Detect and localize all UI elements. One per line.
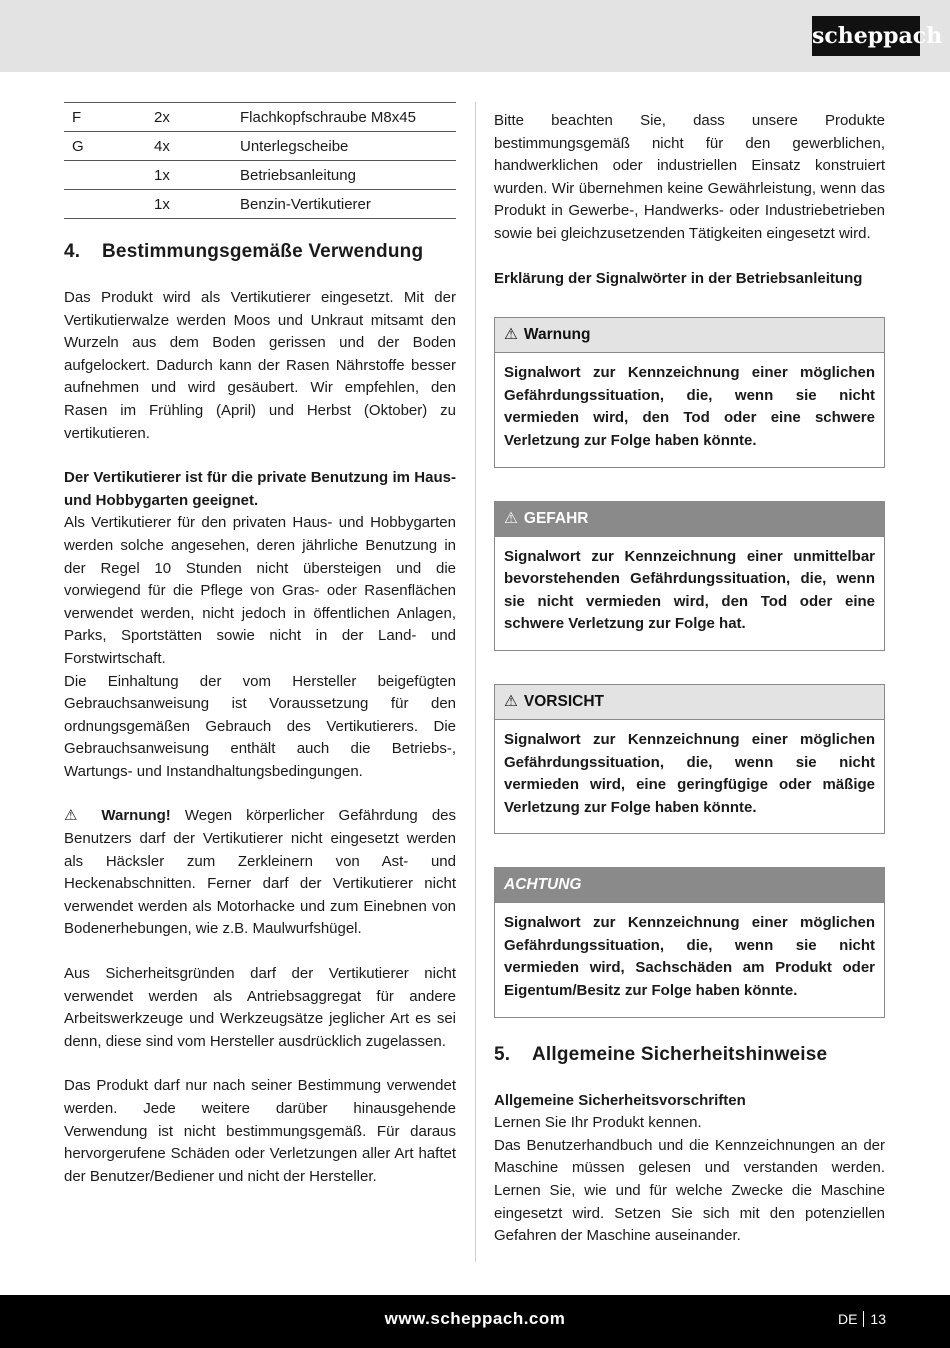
table-row [64, 103, 456, 132]
paragraph: Die Einhaltung der vom Hersteller beigefügten Gebrauchsanweisung ist Voraussetzung für den ordnungsgemäßen Gebrauch des Vertikutierers. Die Gebrauchsanweisung enthält auch die Betriebs-, Wartungs- und Instandhaltungsbedingungen. [64, 672, 456, 780]
signal-box-achtung [494, 867, 885, 1017]
left-column [64, 102, 456, 1188]
signal-box-text: Signalwort zur Kennzeichnung einer unmittelbar bevorstehenden Gefährdungssituation, die, wenn sie nicht vermieden wird, den Tod oder eine schwere Verletzung zur Folge hat. [504, 547, 875, 633]
column-divider [475, 102, 476, 1262]
paragraph: Lernen Sie Ihr Produkt kennen. [494, 1114, 702, 1132]
warning-triangle-icon: ⚠ [504, 509, 518, 527]
part-letter [64, 161, 146, 190]
parts-table [64, 102, 456, 219]
subheading: Allgemeine Sicherheitsvorschriften [494, 1091, 746, 1109]
warning-paragraph [64, 805, 456, 941]
paragraph: Das Produkt wird als Vertikutierer eingesetzt. Mit der Vertikutierwalze werden Moos und Unkraut mitsamt den Wurzeln aus dem Boden gerissen und der Boden aufgelockert. Dadurch kann der Rasen Nährstoffe besser aufnehmen und wird gesäubert. Wir empfehlen, den Rasen im Frühling (April) und Herbst (Oktober) zu vertikutieren. [64, 289, 456, 442]
paragraph: Das Produkt darf nur nach seiner Bestimmung verwendet werden. Jede weitere darüber hinausgehende Verwendung ist nicht bestimmungsgemäß. Für daraus hervorgerufene Schäden oder Verletzungen aller Art haftet der Benutzer/Bediener und nicht der Hersteller. [64, 1077, 456, 1185]
separator [863, 1311, 864, 1327]
signal-label: GEFAHR [523, 509, 589, 527]
part-name: Flachkopfschraube M8x45 [240, 108, 416, 126]
signal-words-heading: Erklärung der Signalwörter in der Betriebsanleitung [494, 269, 863, 287]
signal-label: ACHTUNG [504, 876, 582, 894]
part-qty: 2x [154, 108, 170, 126]
signal-box-header [495, 502, 884, 537]
table-row [64, 132, 456, 161]
signal-label: Warnung [523, 326, 591, 344]
signal-box-header [495, 868, 884, 903]
part-qty: 1x [154, 195, 170, 213]
section-title: Bestimmungsgemäße Verwendung [102, 241, 424, 262]
part-letter: G [72, 137, 84, 155]
intro-paragraph: Bitte beachten Sie, dass unsere Produkte bestimmungsgemäß nicht für den gewerblichen, handwerklichen oder industriellen Einsatz konstruiert wurden. Wir übernehmen keine Gewährleistung, wenn das Produkt in Gewerbe-, Handwerks- oder Industriebetrieben sowie bei gleichzusetzenden Tätigkeiten eingesetzt wird. [494, 112, 885, 242]
part-name: Benzin-Vertikutierer [240, 195, 371, 213]
warning-text: Wegen körperlicher Gefährdung des Benutzers darf der Vertikutierer nicht eingesetzt werden als Häcksler zum Zerkleinern von Ast- und Heckenabschnitten. Ferner darf der Vertikutierer nicht verwendet werden als Motorhacke und zum Einebnen von Bodenerhebungen, wie z.B. Maulwurfshügel. [64, 807, 457, 938]
table-row [64, 161, 456, 190]
section-title: Allgemeine Sicherheitshinweise [532, 1043, 828, 1065]
table-row [64, 190, 456, 219]
part-letter [64, 190, 146, 219]
section-number: 5. [494, 1043, 511, 1065]
page-number: 13 [870, 1311, 886, 1327]
signal-box-header [495, 318, 884, 353]
paragraph: Als Vertikutierer für den privaten Haus- und Hobbygarten werden solche angesehen, deren jährliche Benutzung in der Regel 10 Stunden nicht übersteigen und die vorwiegend für die Pflege von Gras- oder Rasenflächen verwendet werden, nicht jedoch in öffentlichen Anlagen, Parks, Sportstätten sowie nicht in der Land- und Forstwirtschaft. [64, 514, 456, 667]
part-qty: 4x [154, 137, 170, 155]
signal-box-text: Signalwort zur Kennzeichnung einer möglichen Gefährdungssituation, die, wenn sie nicht vermieden wird, Sachschäden am Produkt oder Eigentum/Besitz zur Folge haben könnte. [504, 914, 875, 1000]
signal-box-header [495, 685, 884, 720]
header-bar [0, 0, 950, 72]
page-indicator [838, 1311, 886, 1327]
part-qty: 1x [154, 166, 170, 184]
warning-triangle-icon: ⚠ [64, 807, 88, 825]
signal-box-vorsicht [494, 684, 885, 834]
signal-box-text: Signalwort zur Kennzeichnung einer möglichen Gefährdungssituation, die, wenn sie nicht vermieden wird, den Tod oder eine schwere Verletzung zur Folge haben könnte. [504, 364, 875, 449]
signal-box-text: Signalwort zur Kennzeichnung einer möglichen Gefährdungssituation, die, wenn sie nicht vermieden wird, eine geringfügige oder mäßige Verletzung zur Folge haben könnte. [504, 730, 875, 816]
warning-triangle-icon: ⚠ [504, 326, 518, 344]
part-name: Unterlegscheibe [240, 137, 349, 155]
language-code: DE [837, 1311, 858, 1327]
footer-bar [0, 1295, 950, 1348]
warning-label: Warnung! [101, 807, 171, 825]
footer-url: www.scheppach.com [384, 1309, 566, 1328]
section-number: 4. [64, 241, 81, 262]
brand-logo: scheppach [812, 16, 920, 56]
right-column [494, 110, 885, 1248]
part-letter: F [72, 108, 82, 126]
warning-triangle-icon: ⚠ [504, 692, 518, 710]
bold-paragraph: Der Vertikutierer ist für die private Benutzung im Haus- und Hobbygarten geeignet. [64, 469, 456, 509]
signal-box-warnung [494, 317, 885, 467]
signal-box-gefahr [494, 501, 885, 651]
part-name: Betriebsanleitung [240, 166, 356, 184]
paragraph: Das Benutzerhandbuch und die Kennzeichnungen an der Maschine müssen gelesen und verstanden werden. Lernen Sie, wie und für welche Zwecke die Maschine eingesetzt wird. Setzen Sie sich mit den potenziellen Gefahren der Maschine auseinander. [494, 1136, 885, 1245]
section-5-heading [494, 1044, 885, 1066]
paragraph: Aus Sicherheitsgründen darf der Vertikutierer nicht verwendet werden als Antriebsaggregat für andere Arbeitswerkzeuge und Werkzeugsätze jeglicher Art es sei denn, diese sind vom Hersteller ausdrücklich zugelassen. [64, 965, 456, 1050]
section-4-heading [64, 241, 456, 263]
signal-label: VORSICHT [523, 692, 604, 710]
